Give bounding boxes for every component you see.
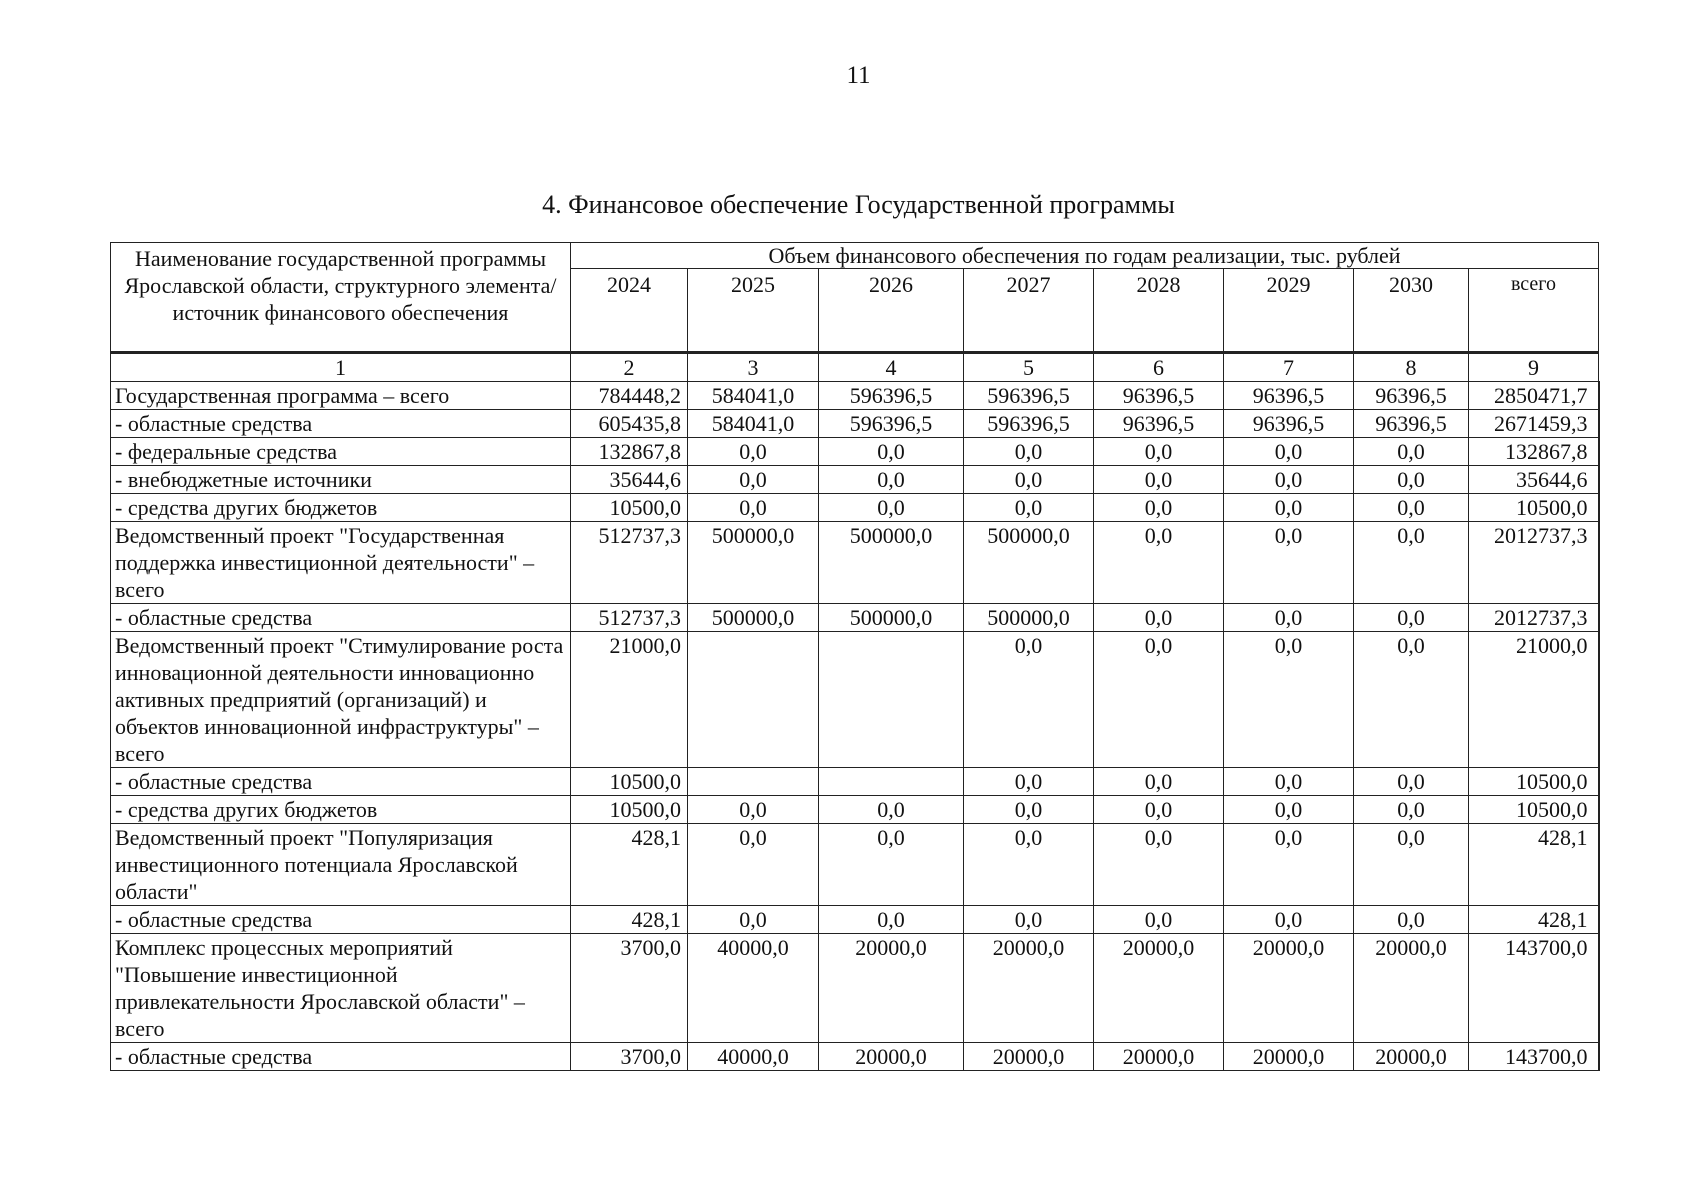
row-label: - средства других бюджетов [111, 796, 571, 824]
value-cell: 96396,5 [1224, 410, 1354, 438]
column-number: 7 [1224, 353, 1354, 382]
value-cell: 0,0 [1224, 632, 1354, 768]
value-cell: 500000,0 [819, 522, 964, 604]
table-row [111, 934, 1599, 1043]
total-cell: 428,1 [1469, 824, 1599, 906]
total-cell: 10500,0 [1469, 796, 1599, 824]
value-cell: 0,0 [964, 906, 1094, 934]
table-row [111, 632, 1599, 768]
value-cell: 0,0 [1094, 604, 1224, 632]
value-cell: 0,0 [1224, 906, 1354, 934]
column-number: 4 [819, 353, 964, 382]
value-cell: 584041,0 [688, 382, 819, 410]
value-cell [688, 632, 819, 768]
total-cell: 10500,0 [1469, 768, 1599, 796]
value-cell: 0,0 [819, 796, 964, 824]
year-header: 2028 [1094, 269, 1224, 353]
value-cell: 21000,0 [571, 632, 688, 768]
column-number: 1 [111, 353, 571, 382]
row-label: - областные средства [111, 410, 571, 438]
value-cell: 0,0 [1094, 824, 1224, 906]
value-cell: 428,1 [571, 824, 688, 906]
value-cell: 0,0 [964, 824, 1094, 906]
value-cell: 20000,0 [819, 934, 964, 1043]
value-cell: 0,0 [964, 796, 1094, 824]
value-cell: 0,0 [1224, 604, 1354, 632]
row-label: - федеральные средства [111, 438, 571, 466]
value-cell: 20000,0 [1224, 934, 1354, 1043]
value-cell: 784448,2 [571, 382, 688, 410]
column-number: 2 [571, 353, 688, 382]
value-cell: 0,0 [1354, 768, 1469, 796]
value-cell: 584041,0 [688, 410, 819, 438]
document-title: 4. Финансовое обеспечение Государственной программы [542, 190, 1175, 219]
value-cell: 0,0 [964, 438, 1094, 466]
value-cell: 3700,0 [571, 1043, 688, 1071]
table-row [111, 522, 1599, 604]
row-label: Ведомственный проект "Стимулирование роста инновационной деятельности инновационно активных предприятий (организаций) и объектов инновационной инфраструктуры" – всего [111, 632, 571, 768]
value-cell: 0,0 [1224, 796, 1354, 824]
value-cell: 96396,5 [1354, 410, 1469, 438]
table-row [111, 382, 1599, 410]
value-cell: 20000,0 [819, 1043, 964, 1071]
value-cell: 0,0 [1094, 906, 1224, 934]
value-cell: 0,0 [1354, 522, 1469, 604]
total-cell: 10500,0 [1469, 494, 1599, 522]
value-cell: 0,0 [1224, 522, 1354, 604]
value-cell: 596396,5 [964, 410, 1094, 438]
value-cell: 96396,5 [1094, 382, 1224, 410]
value-cell: 20000,0 [1224, 1043, 1354, 1071]
value-cell: 35644,6 [571, 466, 688, 494]
table-row [111, 438, 1599, 466]
value-cell: 0,0 [1354, 466, 1469, 494]
year-header: 2030 [1354, 269, 1469, 353]
value-cell: 0,0 [964, 768, 1094, 796]
value-cell: 0,0 [1094, 768, 1224, 796]
value-cell: 0,0 [1094, 796, 1224, 824]
table-row [111, 494, 1599, 522]
value-cell: 3700,0 [571, 934, 688, 1043]
total-cell: 2012737,3 [1469, 604, 1599, 632]
year-header: 2027 [964, 269, 1094, 353]
value-cell: 500000,0 [964, 522, 1094, 604]
year-header: 2029 [1224, 269, 1354, 353]
value-cell [819, 768, 964, 796]
row-label: Ведомственный проект "Государственная поддержка инвестиционной деятельности" – всего [111, 522, 571, 604]
value-cell: 0,0 [964, 494, 1094, 522]
table-row [111, 466, 1599, 494]
value-cell: 0,0 [1224, 466, 1354, 494]
total-cell: 2671459,3 [1469, 410, 1599, 438]
value-cell: 596396,5 [819, 410, 964, 438]
value-cell: 0,0 [1094, 522, 1224, 604]
value-cell: 0,0 [1094, 438, 1224, 466]
value-cell: 0,0 [819, 906, 964, 934]
value-cell [688, 768, 819, 796]
value-cell: 0,0 [1224, 824, 1354, 906]
row-label: Комплекс процессных мероприятий "Повышение инвестиционной привлекательности Ярославской области" – всего [111, 934, 571, 1043]
value-cell: 0,0 [1354, 906, 1469, 934]
value-cell: 0,0 [1354, 438, 1469, 466]
table-header [111, 243, 1599, 353]
value-cell: 0,0 [1224, 494, 1354, 522]
value-cell: 0,0 [688, 494, 819, 522]
value-cell: 0,0 [1354, 604, 1469, 632]
year-header: 2024 [571, 269, 688, 353]
value-cell: 605435,8 [571, 410, 688, 438]
funding-group-header: Объем финансового обеспечения по годам реализации, тыс. рублей [571, 243, 1599, 269]
name-column-header: Наименование государственной программы Ярославской области, структурного элемента/источник финансового обеспечения [111, 243, 571, 353]
value-cell: 20000,0 [964, 1043, 1094, 1071]
value-cell: 20000,0 [1354, 934, 1469, 1043]
value-cell: 20000,0 [1094, 934, 1224, 1043]
column-number: 8 [1354, 353, 1469, 382]
value-cell: 0,0 [688, 438, 819, 466]
table-row [111, 1043, 1599, 1071]
value-cell: 512737,3 [571, 604, 688, 632]
table-row [111, 768, 1599, 796]
total-cell: 143700,0 [1469, 1043, 1599, 1071]
value-cell: 512737,3 [571, 522, 688, 604]
value-cell: 0,0 [819, 466, 964, 494]
value-cell: 10500,0 [571, 494, 688, 522]
value-cell [819, 632, 964, 768]
value-cell: 20000,0 [1354, 1043, 1469, 1071]
value-cell: 40000,0 [688, 1043, 819, 1071]
value-cell: 0,0 [819, 824, 964, 906]
value-cell: 500000,0 [688, 522, 819, 604]
row-label: Ведомственный проект "Популяризация инвестиционного потенциала Ярославской области" [111, 824, 571, 906]
financing-table [110, 242, 1600, 1071]
value-cell: 0,0 [1224, 438, 1354, 466]
column-number: 5 [964, 353, 1094, 382]
value-cell: 0,0 [1354, 796, 1469, 824]
total-cell: 132867,8 [1469, 438, 1599, 466]
value-cell: 0,0 [964, 632, 1094, 768]
value-cell: 0,0 [1094, 466, 1224, 494]
row-label: - областные средства [111, 1043, 571, 1071]
value-cell: 40000,0 [688, 934, 819, 1043]
value-cell: 0,0 [1354, 632, 1469, 768]
value-cell: 500000,0 [688, 604, 819, 632]
row-label: - областные средства [111, 604, 571, 632]
row-label: - областные средства [111, 906, 571, 934]
value-cell: 96396,5 [1224, 382, 1354, 410]
year-header: 2026 [819, 269, 964, 353]
page-number: 11 [846, 62, 871, 89]
table-body [111, 353, 1599, 1071]
total-cell: 428,1 [1469, 906, 1599, 934]
total-cell: 2012737,3 [1469, 522, 1599, 604]
value-cell: 0,0 [688, 906, 819, 934]
table-row [111, 410, 1599, 438]
value-cell: 500000,0 [964, 604, 1094, 632]
value-cell: 0,0 [819, 494, 964, 522]
value-cell: 0,0 [688, 466, 819, 494]
value-cell: 0,0 [688, 796, 819, 824]
total-header: всего [1469, 269, 1599, 353]
column-number: 3 [688, 353, 819, 382]
value-cell: 0,0 [1354, 494, 1469, 522]
table-row [111, 824, 1599, 906]
table-row [111, 796, 1599, 824]
column-number: 9 [1469, 353, 1599, 382]
column-number: 6 [1094, 353, 1224, 382]
value-cell: 0,0 [1094, 632, 1224, 768]
value-cell: 500000,0 [819, 604, 964, 632]
year-header: 2025 [688, 269, 819, 353]
table-row [111, 604, 1599, 632]
row-label: - внебюджетные источники [111, 466, 571, 494]
row-label: Государственная программа – всего [111, 382, 571, 410]
value-cell: 0,0 [1354, 824, 1469, 906]
value-cell: 132867,8 [571, 438, 688, 466]
value-cell: 0,0 [1224, 768, 1354, 796]
value-cell: 0,0 [964, 466, 1094, 494]
value-cell: 96396,5 [1354, 382, 1469, 410]
value-cell: 20000,0 [1094, 1043, 1224, 1071]
value-cell: 10500,0 [571, 768, 688, 796]
value-cell: 10500,0 [571, 796, 688, 824]
total-cell: 35644,6 [1469, 466, 1599, 494]
value-cell: 596396,5 [964, 382, 1094, 410]
value-cell: 0,0 [1094, 494, 1224, 522]
column-number-row [111, 353, 1599, 382]
value-cell: 596396,5 [819, 382, 964, 410]
value-cell: 20000,0 [964, 934, 1094, 1043]
value-cell: 428,1 [571, 906, 688, 934]
table-row [111, 906, 1599, 934]
total-cell: 143700,0 [1469, 934, 1599, 1043]
value-cell: 96396,5 [1094, 410, 1224, 438]
value-cell: 0,0 [819, 438, 964, 466]
total-cell: 21000,0 [1469, 632, 1599, 768]
value-cell: 0,0 [688, 824, 819, 906]
row-label: - областные средства [111, 768, 571, 796]
row-label: - средства других бюджетов [111, 494, 571, 522]
total-cell: 2850471,7 [1469, 382, 1599, 410]
